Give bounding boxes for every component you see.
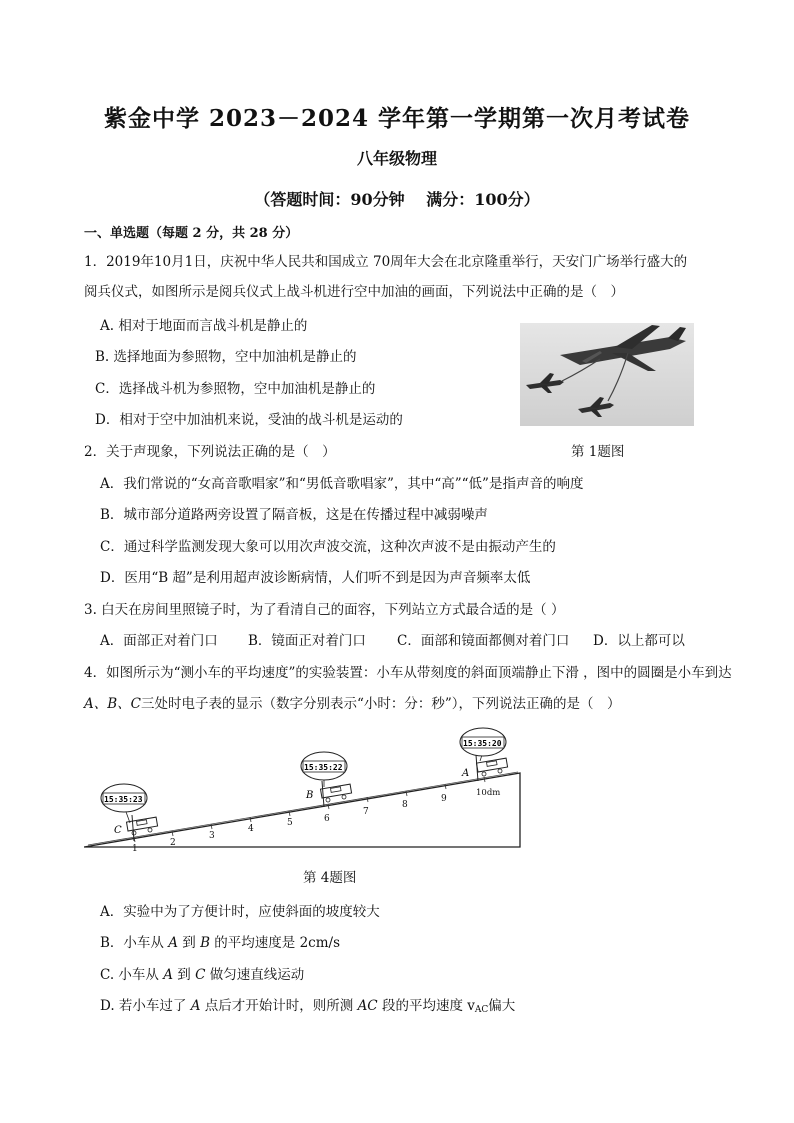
q4-option-c-text1: C. 小车从 [100, 967, 164, 983]
q1-option-d: D．相对于空中加油机来说，受油的战斗机是运动的 [95, 412, 403, 428]
q4-option-d-text4: 偏大 [488, 998, 516, 1014]
q4-option-d-text2: 点后才开始计时，则所测 [200, 998, 358, 1014]
incline-outline [84, 773, 520, 847]
tick-label-3: 3 [209, 831, 215, 841]
q4-option-d-segment-ac: AC [357, 998, 378, 1014]
clock-b-time: 15:35:22 [304, 763, 343, 772]
q4-option-a: A．实验中为了方便计时，应使斜面的坡度较大 [100, 904, 380, 920]
refueling-aircraft-image [520, 323, 694, 426]
q3-stem: 3. 白天在房间里照镜子时，为了看清自己的面容，下列站立方式最合适的是（ ） [84, 602, 565, 618]
q4-option-b-text1: B．小车从 [100, 935, 169, 951]
tick-label-end: 10dm [476, 788, 501, 798]
section-title: 一、单选题（每题 2 分，共 28 分） [84, 226, 299, 241]
tick-label-2: 2 [170, 838, 176, 848]
q1-option-c: C．选择战斗机为参照物，空中加油机是静止的 [95, 381, 376, 397]
q4-option-d-subscript: AC [474, 1005, 489, 1015]
tick-label-9: 9 [441, 794, 447, 804]
q4-option-c [100, 963, 304, 983]
q4-option-d-point-a: A [190, 998, 201, 1014]
q2-option-c: C．通过科学监测发现大象可以用次声波交流，这种次声波不是由振动产生的 [100, 539, 556, 555]
car-at-a [476, 758, 507, 776]
q4-figure-caption: 第 4题图 [303, 870, 357, 886]
tick-label-6: 6 [324, 814, 330, 824]
label-a: A [462, 768, 470, 779]
q4-stem-line2 [84, 692, 621, 712]
q4-option-b-point-a: A [168, 935, 178, 951]
q2-option-a: A．我们常说的“女高音歌唱家”和“男低音歌唱家”，其中“高”“低”是指声音的响度 [100, 476, 584, 492]
q4-option-c-point-c: C [195, 967, 206, 983]
label-b: B [306, 790, 314, 801]
q4-option-c-text2: 到 [172, 967, 196, 983]
tick-label-4: 4 [248, 824, 254, 834]
incline-diagram [84, 725, 524, 855]
q3-option-d: D．以上都可以 [593, 633, 685, 649]
q4-option-b-text3: 的平均速度是 2cm/s [209, 935, 340, 951]
q4-option-d-text3: 段的平均速度 v [377, 998, 475, 1014]
exam-subject: 八年级物理 [356, 149, 437, 168]
q2-option-d: D．医用“B 超”是利用超声波诊断病情，人们听不到是因为声音频率太低 [100, 570, 531, 586]
q4-stem-line1: 4．如图所示为“测小车的平均速度”的实验装置：小车从带刻度的斜面顶端静止下滑 ，图中的圆圈是小车到达 [84, 665, 732, 681]
refueling-photo [520, 323, 694, 426]
label-c: C [114, 825, 122, 836]
q4-option-b [100, 931, 340, 951]
q4-option-b-point-b: B [200, 935, 210, 951]
q4-option-c-text3: 做匀速直线运动 [205, 967, 305, 983]
q3-option-b: B．镜面正对着门口 [248, 633, 366, 649]
q3-option-c: C．面部和镜面都侧对着门口 [397, 633, 570, 649]
ruler-edge [88, 772, 518, 845]
tick-label-5: 5 [287, 818, 293, 828]
q4-points-abc: A、B、C [84, 696, 141, 712]
q1-figure-caption: 第 1题图 [571, 444, 625, 460]
q1-stem-line1: 1．2019年10月1日，庆祝中华人民共和国成立 70周年大会在北京隆重举行，天安门广场举行盛大的 [84, 254, 688, 270]
q4-option-d [100, 994, 515, 1015]
q1-option-a: A. 相对于地面而言战斗机是静止的 [100, 318, 308, 334]
q3-option-a: A．面部正对着门口 [100, 633, 218, 649]
q4-stem-line2-text: 三处时电子表的显示（数字分别表示“小时：分：秒”），下列说法正确的是（ ） [141, 696, 621, 712]
tick-label-7: 7 [363, 807, 369, 817]
exam-time-and-score: （答题时间：90分钟 满分：100分） [254, 190, 540, 209]
q2-stem: 2．关于声现象，下列说法正确的是（ ） [84, 444, 336, 460]
q1-option-b: B. 选择地面为参照物，空中加油机是静止的 [95, 349, 357, 365]
car-at-c [126, 817, 157, 835]
clock-c-time: 15:35:23 [104, 795, 143, 804]
tick-label-8: 8 [402, 800, 408, 810]
tick-label-1: 1 [132, 844, 138, 854]
q4-option-d-text1: D. 若小车过了 [100, 998, 191, 1014]
q4-option-b-text2: 到 [177, 935, 201, 951]
clock-a-time: 15:35:20 [463, 739, 502, 748]
exam-title: 紫金中学 2023－2024 学年第一学期第一次月考试卷 [103, 105, 691, 132]
q4-option-c-point-a: A [163, 967, 173, 983]
q1-stem-line2: 阅兵仪式，如图所示是阅兵仪式上战斗机进行空中加油的画面，下列说法中正确的是（ ） [84, 284, 624, 300]
q2-option-b: B．城市部分道路两旁设置了隔音板，这是在传播过程中减弱噪声 [100, 507, 488, 523]
car-at-b [320, 784, 351, 802]
